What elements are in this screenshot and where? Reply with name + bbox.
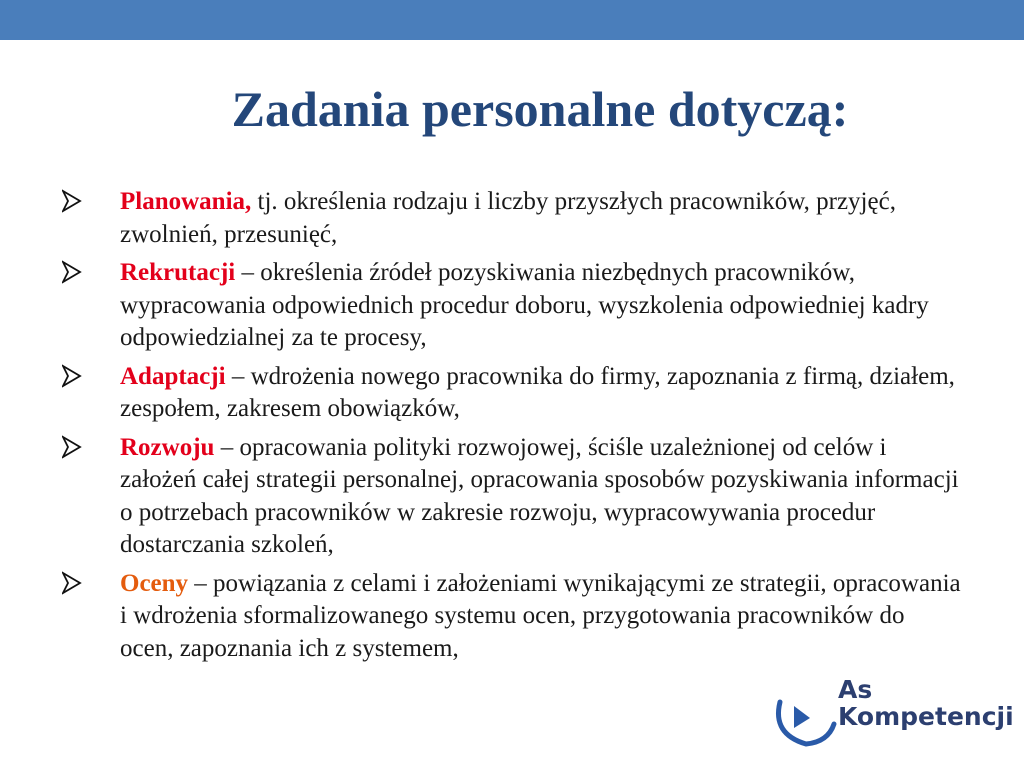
bullet-term: Adaptacji [120, 362, 226, 390]
bullet-text: tj. określenia rodzaju i liczby przyszłych pracowników, przyjęć, zwolnień, przesunięć, [120, 188, 896, 248]
bullet-separator: , [245, 188, 252, 215]
as-kompetencji-logo [770, 672, 1014, 752]
bullet-term: Oceny [120, 569, 189, 597]
header-bar [0, 0, 1024, 40]
bullet-item-oceny [62, 568, 962, 666]
arrow-bullet-icon [62, 260, 82, 284]
bullet-item-planowania [62, 186, 962, 251]
slide-title: Zadania personalne dotyczą: [231, 81, 849, 137]
bullet-item-adaptacji [62, 361, 962, 426]
bullet-term: Rekrutacji [120, 259, 236, 286]
logo-text [838, 676, 1014, 730]
arrow-bullet-icon [62, 571, 82, 595]
logo-line2: Kompetencji [838, 702, 1014, 731]
bullet-list [62, 186, 962, 671]
bullet-item-rozwoju [62, 432, 962, 562]
bullet-term: Rozwoju [120, 433, 215, 461]
arrow-bullet-icon [62, 189, 82, 213]
arrow-bullet-icon [62, 435, 82, 459]
bullet-text: – opracowania polityki rozwojowej, ściśle uzależnionej od celów i założeń całej strategii personalnej, opracowania sposobów pozyskiwania informacji o potrzebach pracowników w zakresie rozwoju, wypracowywania procedur dostarczania szkoleń, [120, 433, 959, 558]
bullet-text: – określenia źródeł pozyskiwania niezbędnych pracowników, wypracowania odpowiednich procedur doboru, wyszkolenia odpowiedniej kadry odpowiedzialnej za te procesy, [120, 259, 929, 351]
arrow-bullet-icon [62, 364, 82, 388]
bullet-item-rekrutacji [62, 257, 962, 355]
logo-swoosh-icon [770, 672, 840, 752]
bullet-text: – wdrożenia nowego pracownika do firmy, zapoznania z firmą, działem, zespołem, zakresem obowiązków, [120, 362, 955, 422]
bullet-term: Planowania [120, 188, 246, 215]
logo-line1: As [838, 675, 873, 704]
bullet-text: – powiązania z celami i założeniami wynikającymi ze strategii, opracowania i wdrożenia sformalizowanego systemu ocen, przygotowania pracowników do ocen, zapoznania ich z systemem, [120, 569, 961, 662]
